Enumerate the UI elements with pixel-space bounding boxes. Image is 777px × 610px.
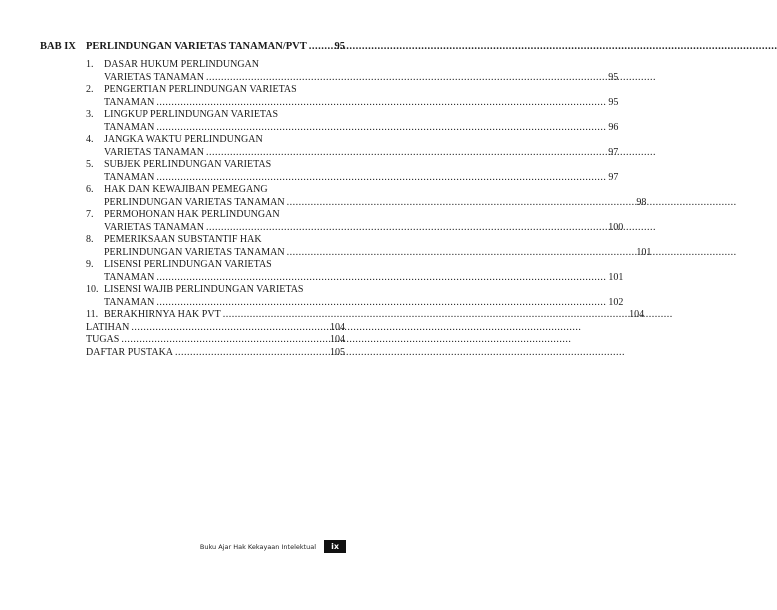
toc-item-title-line2: TANAMAN — [104, 171, 155, 183]
dot-leader — [206, 147, 606, 160]
toc-entry-page: 105 — [330, 346, 345, 358]
toc-item-number: 5. — [86, 159, 94, 170]
toc-item-page: 97 — [608, 146, 619, 158]
toc-chapter-heading[interactable] — [40, 40, 345, 53]
toc-item-title-line2: PERLINDUNGAN VARIETAS TANAMAN — [104, 196, 285, 208]
toc-item-title-line1: JANGKA WAKTU PERLINDUNGAN — [104, 134, 263, 145]
toc-item-number: 4. — [86, 134, 94, 145]
toc-item-title-line1: PERMOHONAN HAK PERLINDUNGAN — [104, 209, 280, 220]
toc-items — [86, 59, 652, 322]
toc-item[interactable] — [86, 209, 624, 234]
toc-item-page: 96 — [608, 121, 619, 133]
toc-item-page: 102 — [608, 296, 624, 308]
chapter-number: BAB IX — [40, 41, 76, 52]
toc-item[interactable] — [86, 184, 647, 209]
dot-leader — [206, 222, 606, 235]
toc-entry-page: 104 — [330, 334, 345, 345]
dot-leader — [156, 122, 606, 135]
toc-item-title-line1: DASAR HUKUM PERLINDUNGAN — [104, 59, 260, 70]
dot-leader — [287, 197, 635, 210]
toc-item-page: 95 — [608, 71, 619, 83]
toc-item[interactable] — [86, 234, 652, 259]
toc-item-title-line1: LISENSI WAJIB PERLINDUNGAN VARIETAS — [104, 284, 304, 295]
toc-item-title-line2: TANAMAN — [104, 296, 155, 308]
toc-item-number: 7. — [86, 209, 94, 220]
dot-leader — [156, 172, 606, 185]
toc-item-title-line2: PERLINDUNGAN VARIETAS TANAMAN — [104, 246, 285, 258]
toc-item-title-line2: TANAMAN — [104, 96, 155, 108]
toc-item-number: 11. — [86, 309, 99, 320]
toc-item[interactable] — [86, 109, 619, 134]
toc-item-title-line2: TANAMAN — [104, 271, 155, 283]
toc-item[interactable] — [86, 84, 619, 109]
toc-entry-latihan[interactable] — [86, 322, 345, 335]
toc-entry-label: TUGAS — [86, 334, 120, 345]
toc-item-page: 98 — [636, 196, 647, 208]
chapter-page: 95 — [334, 41, 345, 52]
toc-entry-tugas[interactable] — [86, 334, 345, 347]
dot-leader — [309, 40, 333, 53]
toc-item-page: 104 — [629, 309, 645, 320]
toc-item-title-line2: VARIETAS TANAMAN — [104, 71, 204, 83]
toc-entry-label: DAFTAR PUSTAKA — [86, 346, 174, 358]
toc-item-title-line1: PEMERIKSAAN SUBSTANTIF HAK — [104, 234, 262, 245]
toc-item-title-line2: VARIETAS TANAMAN — [104, 146, 204, 158]
toc-back-matter — [86, 322, 345, 360]
dot-leader — [156, 297, 606, 310]
dot-leader — [175, 347, 328, 360]
dot-leader — [121, 334, 328, 347]
dot-leader — [156, 272, 606, 285]
toc-item-number: 1. — [86, 59, 94, 70]
toc-item-number: 3. — [86, 109, 94, 120]
toc-item-number: 10. — [86, 284, 99, 295]
toc-item-title-line1: HAK DAN KEWAJIBAN PEMEGANG — [104, 184, 268, 195]
toc-item-page: 101 — [608, 271, 624, 283]
dot-leader — [156, 97, 606, 110]
toc-item[interactable] — [86, 259, 624, 284]
toc-item-page: 100 — [608, 221, 624, 233]
dot-leader — [223, 309, 627, 322]
toc-item-title-line1: LISENSI PERLINDUNGAN VARIETAS — [104, 259, 272, 270]
dot-leader — [287, 247, 635, 260]
toc-item-number: 2. — [86, 84, 94, 95]
toc-entry-label: LATIHAN — [86, 321, 130, 333]
toc-item-title-line2: VARIETAS TANAMAN — [104, 221, 204, 233]
toc-item-title-line2: TANAMAN — [104, 121, 155, 133]
dot-leader — [206, 72, 606, 85]
toc-entry-page: 104 — [330, 321, 345, 333]
toc-item-number: 8. — [86, 234, 94, 245]
toc-item-page: 97 — [608, 171, 619, 183]
toc-item-page: 95 — [608, 96, 619, 108]
toc-item-page: 101 — [636, 246, 652, 258]
toc-item[interactable] — [86, 134, 619, 159]
toc-item-number: 9. — [86, 259, 94, 270]
toc-item[interactable] — [86, 309, 645, 322]
toc-entry-daftar-pustaka[interactable] — [86, 347, 345, 360]
toc-item-title: BERAKHIRNYA HAK PVT — [104, 309, 221, 320]
dot-leader — [131, 322, 328, 335]
toc-item[interactable] — [86, 284, 624, 309]
toc-item[interactable] — [86, 59, 619, 84]
toc-item-number: 6. — [86, 184, 94, 195]
page-footer — [200, 540, 346, 553]
toc-item[interactable] — [86, 159, 619, 184]
footer-page-number: ix — [324, 540, 346, 553]
chapter-title: PERLINDUNGAN VARIETAS TANAMAN/PVT — [86, 41, 307, 52]
toc-item-title-line1: LINGKUP PERLINDUNGAN VARIETAS — [104, 109, 279, 120]
footer-book-title: Buku Ajar Hak Kekayaan Intelektual — [199, 542, 317, 551]
toc-item-title-line1: SUBJEK PERLINDUNGAN VARIETAS — [104, 159, 272, 170]
table-of-contents — [40, 40, 652, 359]
toc-item-title-line1: PENGERTIAN PERLINDUNGAN VARIETAS — [104, 84, 297, 95]
